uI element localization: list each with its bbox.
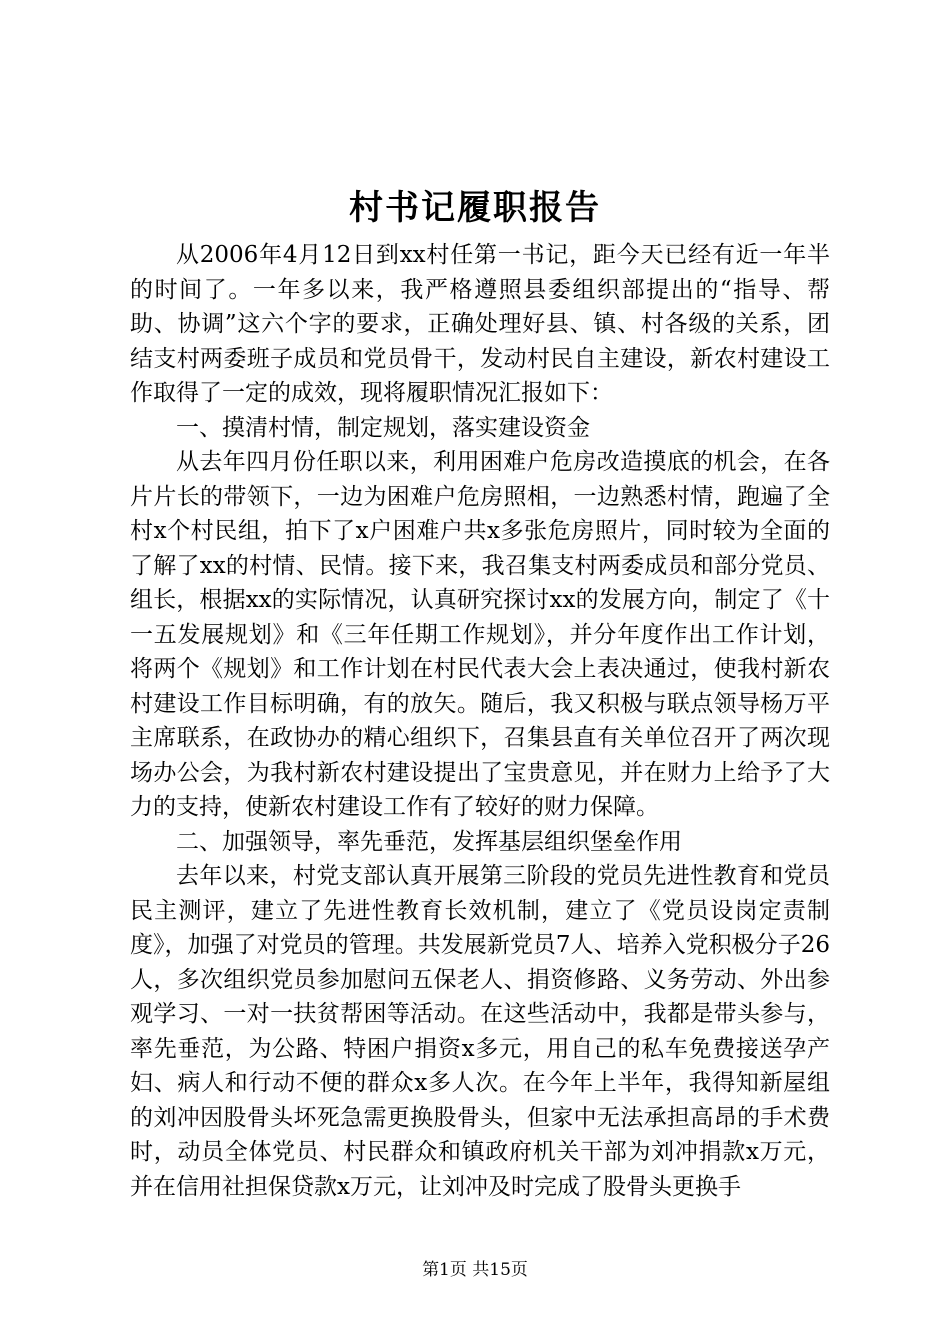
paragraph-section-2: 去年以来，村党支部认真开展第三阶段的党员先进性教育和党员民主测评，建立了先进性教育长效机制，建立了《党员设岗定责制度》，加强了对党员的管理。共发展新党员7人、培养入党积极分子26人，多次组织党员参加慰问五保老人、捐资修路、义务劳动、外出参观学习、一对一扶贫帮困等活动。在这些活动中，我都是带头参与，率先垂范，为公路、特困户捐资x多元，用自己的私车免费接送孕产妇、病人和行动不便的群众x多人次。在今年上半年，我得知新屋组的刘冲因股骨头坏死急需更换股骨头，但家中无法承担高昂的手术费时，动员全体党员、村民群众和镇政府机关干部为刘冲捐款x万元，并在信用社担保贷款x万元，让刘冲及时完成了股骨头更换手 (130, 863, 830, 1200)
page-number: 第1页 共15页 (422, 1260, 528, 1280)
report-body (130, 238, 830, 1204)
section-heading-1: 一、摸清村情，制定规划，落实建设资金 (176, 414, 590, 441)
page-title: 村书记履职报告 (349, 188, 601, 228)
paragraph-section-1: 从去年四月份任职以来，利用困难户危房改造摸底的机会，在各片片长的带领下，一边为困难户危房照相，一边熟悉村情，跑遍了全村x个村民组，拍下了x户困难户共x多张危房照片，同时较为全面的了解了xx的村情、民情。接下来，我召集支村两委成员和部分党员、组长，根据xx的实际情况，认真研究探讨xx的发展方向，制定了《十一五发展规划》和《三年任期工作规划》，并分年度作出工作计划，将两个《规划》和工作计划在村民代表大会上表决通过，使我村新农村建设工作目标明确，有的放矢。随后，我又积极与联点领导杨万平主席联系，在政协办的精心组织下，召集县直有关单位召开了两次现场办公会，为我村新农村建设提出了宝贵意见，并在财力上给予了大力的支持，使新农村建设工作有了较好的财力保障。 (130, 449, 830, 820)
paragraph-intro: 从2006年4月12日到xx村任第一书记，距今天已经有近一年半的时间了。一年多以来，我严格遵照县委组织部提出的“指导、帮助、协调”这六个字的要求，正确处理好县、镇、村各级的关系，团结支村两委班子成员和党员骨干，发动村民自主建设，新农村建设工作取得了一定的成效，现将履职情况汇报如下： (130, 242, 830, 406)
section-heading-2: 二、加强领导，率先垂范，发挥基层组织堡垒作用 (176, 828, 682, 855)
